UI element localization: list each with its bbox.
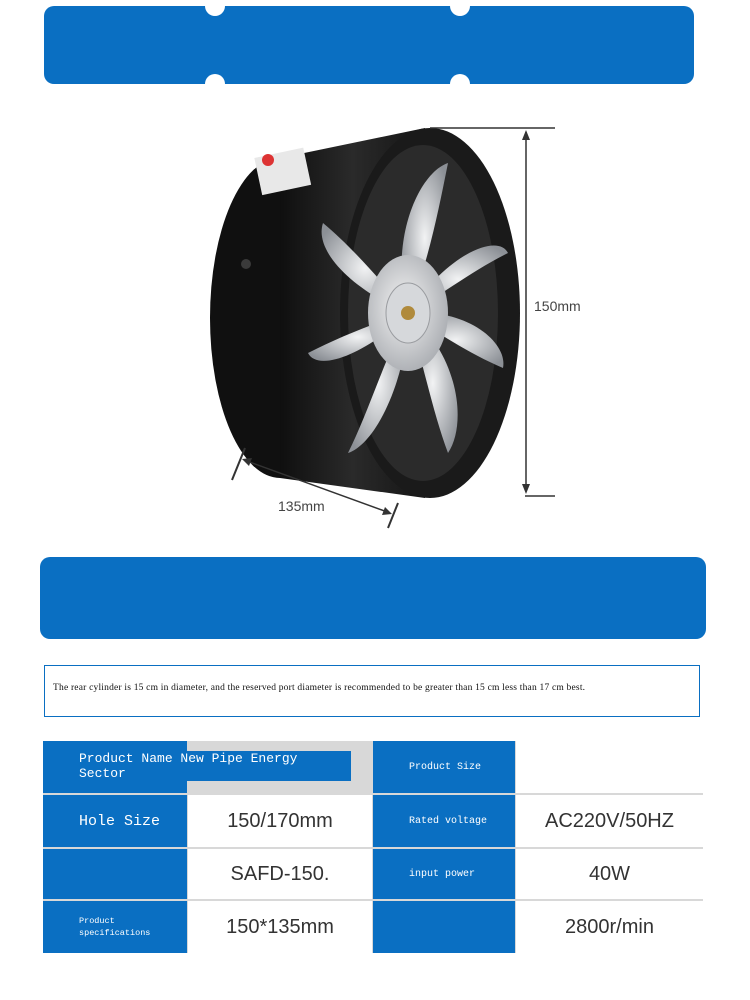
spec-table: [43, 741, 703, 953]
input-power-label: input power: [373, 849, 515, 899]
top-banner: [44, 6, 694, 84]
product-specifications-label-line2: specifications: [79, 928, 151, 938]
height-dimension-label: 150mm: [534, 298, 581, 314]
model-label: [43, 849, 187, 899]
note-box: [44, 665, 700, 717]
depth-dim-right: [388, 503, 398, 528]
product-specifications-label: [43, 901, 187, 953]
speed-value: 2800r/min: [516, 901, 703, 953]
product-specifications-value: 150*135mm: [188, 901, 372, 953]
product-size-label: Product Size: [373, 741, 515, 793]
product-name-label: Product Name New Pipe Energy Sector: [43, 751, 351, 781]
arrow-up-icon: [522, 130, 530, 140]
fan-nut-icon: [401, 306, 415, 320]
depth-dimension-label: 135mm: [278, 498, 325, 514]
fan-screw-icon: [241, 259, 251, 269]
arrow-left-icon: [242, 458, 252, 466]
product-specifications-label-line1: Product: [79, 916, 115, 926]
speed-label: [373, 901, 515, 953]
model-value: SAFD-150.: [188, 849, 372, 899]
fan-label-logo-icon: [262, 154, 274, 166]
hole-size-value: 150/170mm: [188, 795, 372, 847]
arrow-down-icon: [522, 484, 530, 494]
product-size-value: [516, 741, 703, 793]
input-power-value: 40W: [516, 849, 703, 899]
arrow-right-icon: [382, 507, 392, 515]
duct-fan-image: [180, 118, 580, 538]
rated-voltage-label: Rated voltage: [373, 795, 515, 847]
top-banner-fill: [44, 6, 694, 84]
product-illustration: [180, 118, 580, 538]
note-text: The rear cylinder is 15 cm in diameter, and the reserved port diameter is recommended to be greater than 15 cm less than 17 cm best.: [53, 683, 586, 693]
depth-dim-left: [232, 448, 245, 480]
mid-banner: [40, 557, 706, 639]
rated-voltage-value: AC220V/50HZ: [516, 795, 703, 847]
hole-size-label: Hole Size: [43, 795, 187, 847]
